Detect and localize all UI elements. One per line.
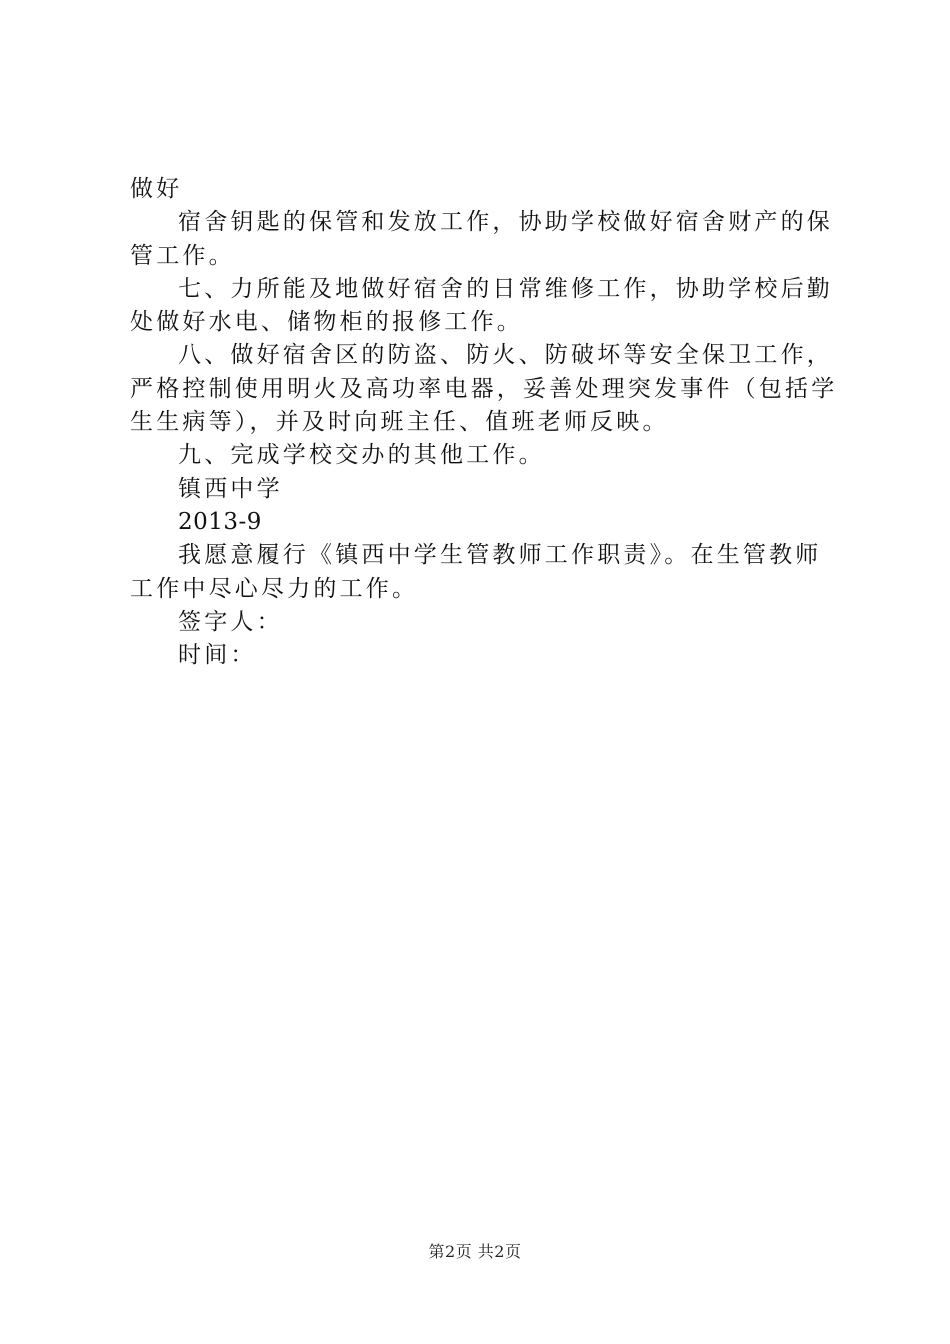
text-line: 七、力所能及地做好宿舍的日常维修工作，协助学校后勤	[178, 275, 833, 302]
text-line: 我愿意履行《镇西中学生管教师工作职责》。在生管教师	[178, 542, 822, 569]
text-line: 处做好水电、储物柜的报修工作。	[130, 309, 523, 336]
school-name: 镇西中学	[178, 475, 283, 502]
text-line: 宿舍钥匙的保管和发放工作，协助学校做好宿舍财产的保	[178, 209, 833, 236]
text-line: 八、做好宿舍区的防盗、防火、防破坏等安全保卫工作，	[178, 342, 833, 369]
text-line: 工作中尽心尽力的工作。	[130, 575, 419, 602]
document-date: 2013-9	[178, 508, 262, 535]
text-line: 生生病等），并及时向班主任、值班老师反映。	[130, 409, 669, 436]
text-line: 九、完成学校交办的其他工作。	[178, 442, 545, 469]
text-line: 管工作。	[130, 242, 235, 269]
time-label: 时间：	[178, 642, 257, 669]
document-body	[130, 173, 838, 672]
signature-label: 签字人：	[178, 608, 283, 635]
text-line: 做好	[130, 176, 183, 202]
text-line: 严格控制使用明火及高功率电器，妥善处理突发事件（包括学	[130, 375, 838, 402]
page-footer: 第2页 共2页	[428, 1242, 522, 1261]
